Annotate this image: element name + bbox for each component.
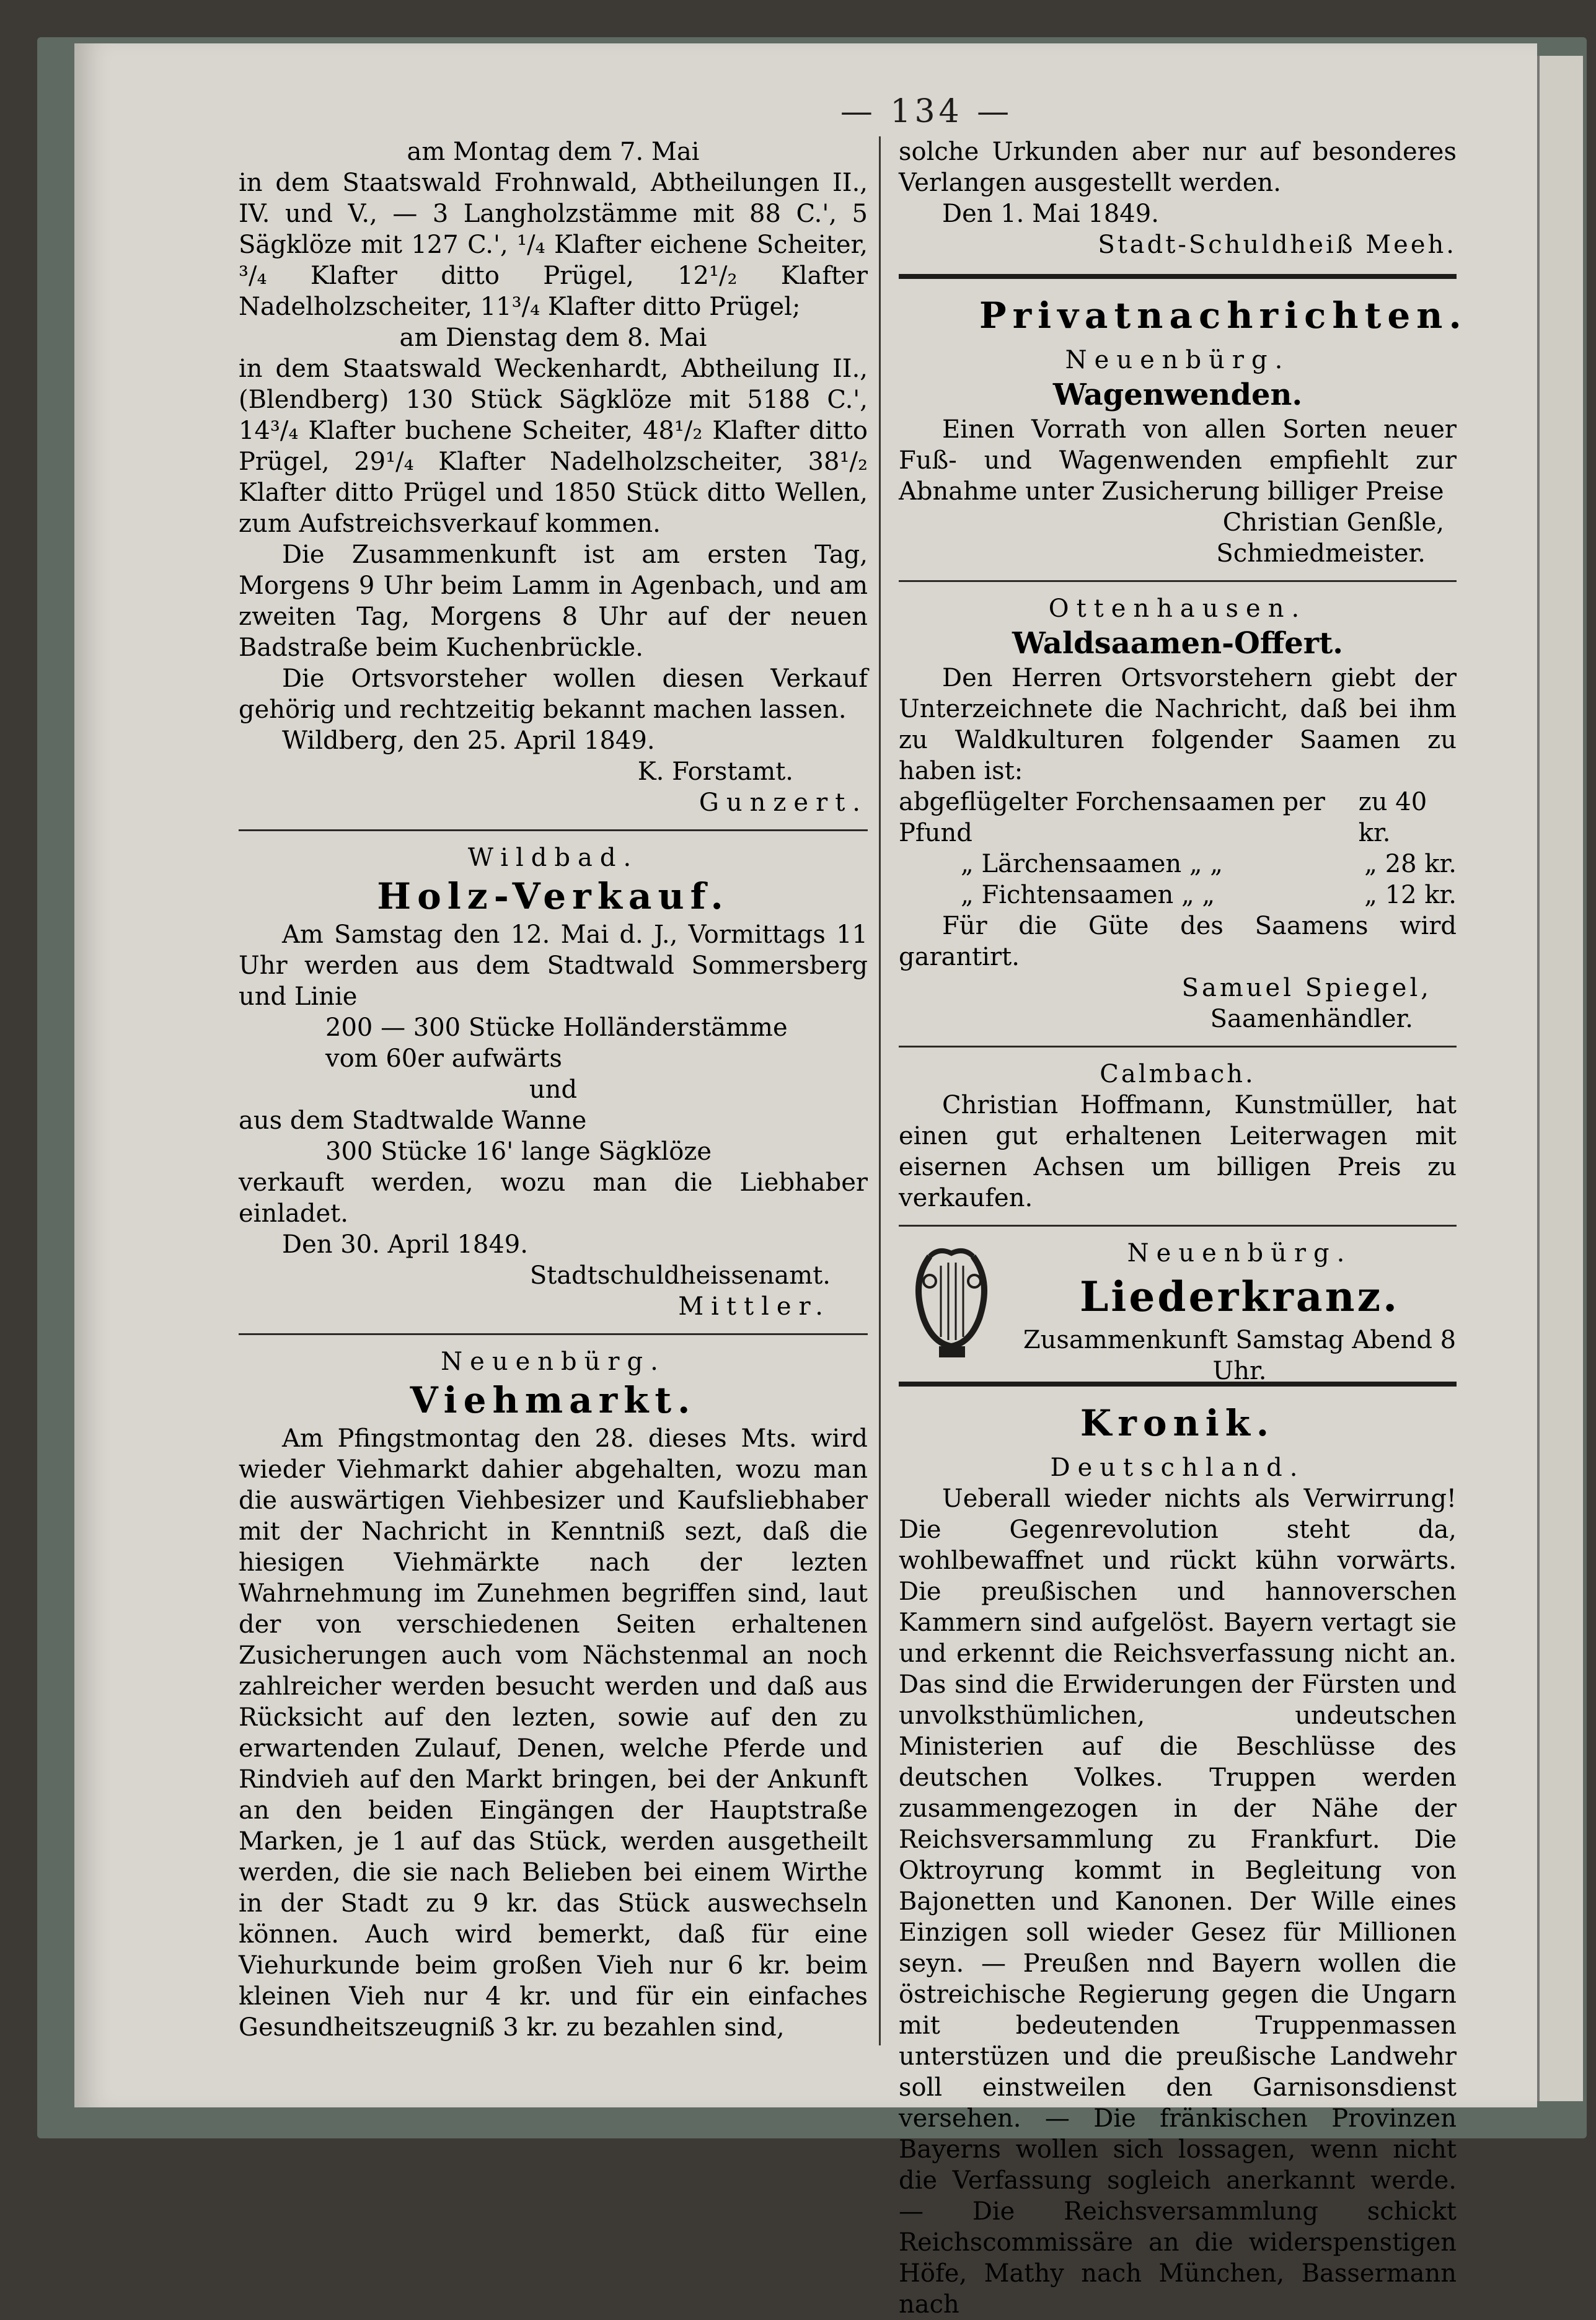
- right-column: [899, 136, 1468, 2320]
- saamen-price-row: [899, 849, 1457, 880]
- viehmarkt-notice: [239, 1346, 868, 2043]
- liederkranz-text: [1023, 1238, 1457, 1387]
- auction-meeting: Die Zusammenkunft ist am ersten Tag, Morgens 9 Uhr beim Lamm in Agenbach, und am zweiten Tag, Morgens 8 Uhr auf der neuen Badstraße beim Kuchenbrückle.: [239, 540, 868, 662]
- kronik-title: Kronik.: [1080, 1402, 1276, 1444]
- liederkranz-place: Neuenbürg.: [1127, 1239, 1352, 1268]
- holz-line-1: 200 — 300 Stücke Holländerstämme: [325, 1013, 788, 1042]
- section-rule: [899, 1225, 1457, 1227]
- auction-lots-2: in dem Staatswald Weckenhardt, Abtheilung II., (Blendberg) 130 Stück Sägklöze mit 5188 C.', 14³/₄ Klafter buchene Scheiter, 48¹/₂ Klafter ditto Prügel, 29¹/₄ Klafter Nadelholzscheiter, 38¹/₂ Klafter ditto Prügel und 1850 Stück ditto Wellen, zum Aufstreichsverkauf kommen.: [239, 355, 868, 538]
- holz-title: Holz-Verkauf.: [377, 875, 730, 917]
- wagen-text: Einen Vorrath von allen Sorten neuer Fuß- und Wagenwenden empfiehlt zur Abnahme unter Zusicherung billiger Preise: [899, 415, 1457, 506]
- saamen-place: Ottenhausen.: [1048, 594, 1307, 623]
- vieh-text: Am Pfingstmontag den 28. dieses Mts. wird wieder Viehmarkt dahier abgehalten, wozu man die auswärtigen Viehbesizer und Kaufsliebhaber mit der Nachricht in Kenntniß sezt, daß die hiesigen Viehmärkte nach der lezten Wahrnehmung im Zunehmen begriffen sind, laut der von verschiedenen Seiten erhaltenen Zusicherungen auch vom Nächstenmal an noch zahlreicher werden besucht werden und daß aus Rücksicht auf den lezten, sowie auf den zu erwartenden Zulauf, Denen, welche Pferde und Rindvieh auf den Markt bringen, bei der Ankunft an den beiden Eingängen der Hauptstraße Marken, je 1 auf das Stück, werden ausgetheilt werden, die sie nach Belieben bei einem Wirthe in der Stadt zu 9 kr. das Stück auswechseln können. Auch wird bemerkt, daß für eine Viehurkunde beim großen Vieh nur 6 kr. beim kleinen Vieh nur 4 kr. und für ein einfaches Gesundheitszeugniß 3 kr. zu bezahlen sind,: [239, 1424, 868, 2042]
- holz-line-5: 300 Stücke 16' lange Sägklöze: [325, 1137, 712, 1166]
- kronik-text: Ueberall wieder nichts als Verwirrung! Die Gegenrevolution steht da, wohlbewaffnet und rückt kühn vorwärts. Die preußischen und hannoverschen Kammern sind aufgelöst. Bayern vertagt sie und erkennt die Reichsverfassung nicht an. Das sind die Erwiderungen der Fürsten und unvolksthümlichen, undeutschen Ministerien auf die Beschlüsse des deutschen Volkes. Truppen werden zusammengezogen in der Nähe der Reichsversammlung zu Frankfurt. Die Oktroyrung kommt in Begleitung von Bajonetten und Kanonen. Der Wille eines Einzigen soll wieder Gesez für Millionen seyn. — Preußen nnd Bayern wollen die östreichische Regierung gegen die Ungarn mit bedeutenden Truppenmassen unterstüzen und die preußische Landwehr soll einstweilen den Garnisonsdienst versehen. — Die fränkischen Provinzen Bayerns wollen sich lossagen, wenn nicht die Verfassung sogleich anerkannt werde. — Die Reichsversammlung schickt Reichscommissäre an die widerspenstigen Höfe, Mathy nach München, Bassermann nach: [899, 1484, 1457, 2319]
- wagen-title: Wagenwenden.: [1052, 377, 1303, 412]
- liederkranz-title: Liederkranz.: [1079, 1272, 1400, 1321]
- saamen-price: zu 40 kr.: [1358, 788, 1427, 847]
- section-rule: [239, 829, 868, 831]
- holz-line-3: und: [529, 1075, 578, 1104]
- kronik-section: [899, 1400, 1457, 2320]
- holz-verkauf-notice: [239, 842, 868, 1322]
- saamen-signer: Samuel Spiegel,: [1181, 974, 1432, 1002]
- saamen-price-row: [899, 880, 1457, 911]
- kronik-subtitle: Deutschland.: [1050, 1453, 1305, 1482]
- saamen-text: Den Herren Ortsvorstehern giebt der Unterzeichnete die Nachricht, daß bei ihm zu Waldkulturen folgender Saamen zu haben ist:: [899, 664, 1457, 785]
- auction-office: K. Forstamt.: [637, 757, 793, 786]
- holz-line-2: vom 60er aufwärts: [325, 1044, 562, 1073]
- holz-line-4: aus dem Stadtwalde Wanne: [239, 1106, 587, 1135]
- calmbach-ad: [899, 1059, 1457, 1214]
- page-number: — 134 —: [840, 93, 1013, 130]
- auction-date-1: am Montag dem 7. Mai: [407, 138, 700, 166]
- calmbach-text: Christian Hoffmann, Kunstmüller, hat einen gut erhaltenen Leiterwagen mit eisernen Achsen um billigen Preis zu verkaufen.: [899, 1091, 1457, 1212]
- holz-signer: Mittler.: [678, 1292, 831, 1321]
- holz-office: Stadtschuldheissenamt.: [529, 1261, 831, 1290]
- liederkranz-notice: [899, 1238, 1457, 1385]
- saamen-price-row: [899, 787, 1457, 849]
- section-rule: [239, 1333, 868, 1335]
- saamen-price: „ 28 kr.: [1364, 850, 1457, 878]
- lyre-icon: [905, 1244, 998, 1362]
- auction-request: Die Ortsvorsteher wollen diesen Verkauf gehörig und rechtzeitig bekannt machen lassen.: [239, 664, 868, 724]
- vieh-cont-text: solche Urkunden aber nur auf besonderes Verlangen ausgestellt werden.: [899, 138, 1457, 197]
- vieh-place: Neuenbürg.: [441, 1347, 666, 1376]
- waldsaamen-ad: [899, 593, 1457, 1034]
- saamen-item: „ Fichtensaamen „ „: [961, 881, 1215, 909]
- saamen-item: „ Lärchensaamen „ „: [961, 850, 1223, 878]
- wagenwenden-ad: [899, 345, 1457, 569]
- saamen-guarantee: Für die Güte des Saamens wird garantirt.: [899, 912, 1457, 971]
- saamen-price: „ 12 kr.: [1364, 881, 1457, 909]
- saamen-role: Saamenhändler.: [1210, 1005, 1413, 1033]
- wagen-role: Schmiedmeister.: [1216, 539, 1426, 568]
- holz-text-2: verkauft werden, wozu man die Liebhaber einladet.: [239, 1168, 868, 1228]
- forest-auction-notice: [239, 136, 868, 818]
- vieh-cont-signer: Stadt-Schuldheiß Meeh.: [1098, 231, 1457, 259]
- section-rule: [899, 1046, 1457, 1048]
- auction-lots-1: in dem Staatswald Frohnwald, Abtheilungen II., IV. und V., — 3 Langholzstämme mit 88 C.', 5 Sägklöze mit 127 C.', ¹/₄ Klafter eichene Scheiter, ³/₄ Klafter ditto Prügel, 12¹/₂ Klafter Nadelholzscheiter, 11³/₄ Klafter ditto Prügel;: [239, 169, 868, 321]
- saamen-item: abgeflügelter Forchensaamen per Pfund: [899, 788, 1325, 847]
- calmbach-place: Calmbach.: [1100, 1060, 1256, 1088]
- holz-text-1: Am Samstag den 12. Mai d. J., Vormittags 11 Uhr werden aus dem Stadtwald Sommersberg und Linie: [239, 920, 868, 1011]
- viehmarkt-continuation: [899, 136, 1457, 260]
- section-rule: [899, 580, 1457, 582]
- saamen-title: Waldsaamen-Offert.: [1012, 626, 1343, 661]
- wagen-place: Neuenbürg.: [1065, 346, 1290, 374]
- left-column: [239, 136, 868, 2043]
- private-news-heading: Privatnachrichten.: [979, 294, 1468, 337]
- auction-dateline: Wildberg, den 25. April 1849.: [282, 726, 655, 755]
- facing-page-edge: [1537, 56, 1583, 2101]
- auction-signer: Gunzert.: [699, 788, 868, 817]
- vieh-cont-date: Den 1. Mai 1849.: [942, 200, 1159, 228]
- wagen-signer: Christian Genßle,: [1222, 508, 1444, 537]
- holz-place: Wildbad.: [467, 844, 639, 872]
- section-rule-thick: [899, 274, 1457, 279]
- holz-dateline: Den 30. April 1849.: [282, 1230, 528, 1259]
- column-divider: [879, 136, 881, 2045]
- auction-date-2: am Dienstag dem 8. Mai: [399, 324, 707, 352]
- vieh-title: Viehmarkt.: [410, 1379, 697, 1421]
- liederkranz-note: Zusammenkunft Samstag Abend 8 Uhr.: [1023, 1326, 1457, 1385]
